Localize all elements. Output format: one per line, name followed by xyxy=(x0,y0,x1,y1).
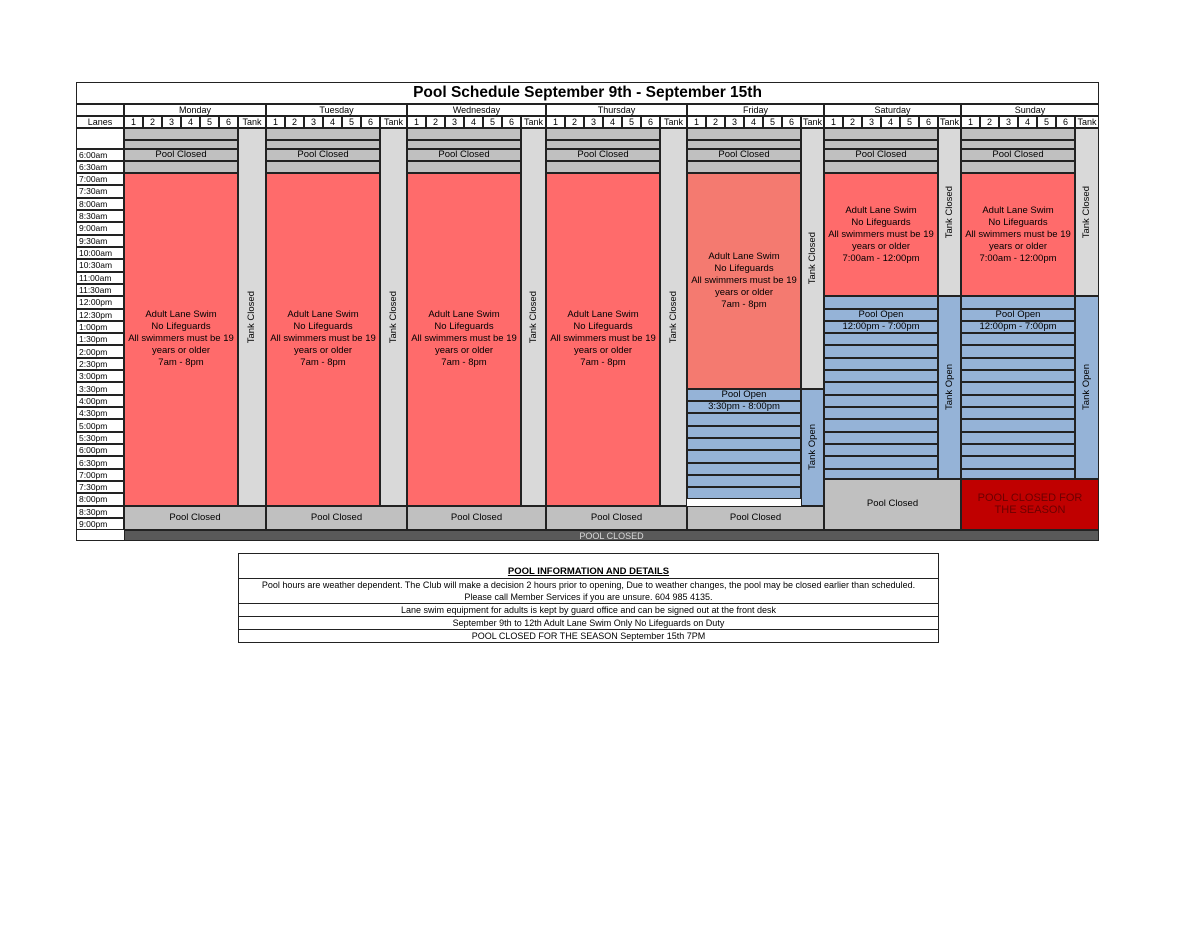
lane-number-1: 1 xyxy=(824,116,843,128)
pre-open-row xyxy=(961,140,1075,149)
pre-open-row xyxy=(124,161,238,173)
time-label: 6:30am xyxy=(76,161,124,173)
pre-open-row xyxy=(546,128,660,140)
time-label: 7:00pm xyxy=(76,469,124,481)
time-label: 12:00pm xyxy=(76,296,124,308)
pre-open-row xyxy=(824,161,938,173)
evening-pool-closed: Pool Closed xyxy=(266,506,407,531)
time-label: 1:00pm xyxy=(76,321,124,333)
lane-number-2: 2 xyxy=(980,116,999,128)
pool-open-label: Pool Open xyxy=(961,309,1075,321)
tank-closed-block-label: Tank Closed xyxy=(527,290,539,343)
lane-number-2: 2 xyxy=(285,116,304,128)
lane-number-4: 4 xyxy=(323,116,342,128)
tank-open-block xyxy=(938,296,961,478)
time-label: 8:30pm xyxy=(76,506,124,518)
lane-number-6: 6 xyxy=(1056,116,1075,128)
morning-pool-closed: Pool Closed xyxy=(546,149,660,161)
pool-open-row xyxy=(687,487,801,499)
pre-open-row xyxy=(407,140,521,149)
pool-open-row xyxy=(961,444,1075,456)
pool-open-row xyxy=(961,395,1075,407)
pre-open-row xyxy=(266,128,380,140)
pre-open-row xyxy=(687,161,801,173)
pool-open-row xyxy=(961,469,1075,479)
pool-open-row xyxy=(824,444,938,456)
tank-closed-block-label: Tank Closed xyxy=(246,290,257,343)
lane-number-3: 3 xyxy=(304,116,323,128)
pool-open-row xyxy=(824,469,938,479)
time-label: 3:00pm xyxy=(76,370,124,382)
lane-number-3: 3 xyxy=(445,116,464,128)
pre-open-row xyxy=(546,161,660,173)
morning-pool-closed: Pool Closed xyxy=(687,149,801,161)
info-row-season-close: POOL CLOSED FOR THE SEASON September 15th 7PM xyxy=(471,631,706,641)
pool-open-row xyxy=(824,395,938,407)
tank-closed-block xyxy=(660,128,687,506)
lane-number-1: 1 xyxy=(546,116,565,128)
tank-header: Tank xyxy=(802,117,822,127)
lane-number-1: 1 xyxy=(961,116,980,128)
lane-number-1: 1 xyxy=(266,116,285,128)
pool-open-row xyxy=(824,370,938,382)
lane-number-6: 6 xyxy=(219,116,238,128)
pool-open-row xyxy=(824,382,938,394)
lane-number-5: 5 xyxy=(342,116,361,128)
pool-open-row xyxy=(824,345,938,357)
day-header-monday: Monday xyxy=(124,104,266,116)
lane-number-3: 3 xyxy=(999,116,1018,128)
pre-open-row xyxy=(546,140,660,149)
season-closed-block: POOL CLOSED FOR THE SEASON xyxy=(961,479,1099,531)
tank-open-block-label: Tank Open xyxy=(806,424,818,471)
bottom-pool-closed-bar: POOL CLOSED xyxy=(124,530,1099,541)
time-label: 11:00am xyxy=(76,272,124,284)
lane-number-2: 2 xyxy=(843,116,862,128)
pool-open-row xyxy=(961,432,1075,444)
pool-open-row xyxy=(961,358,1075,370)
day-header-wednesday: Wednesday xyxy=(407,104,546,116)
tank-closed-block-label: Tank Closed xyxy=(1081,185,1092,239)
pool-open-row xyxy=(687,450,801,462)
pool-open-row xyxy=(687,438,801,450)
pool-open-row xyxy=(824,456,938,468)
pre-open-row xyxy=(266,140,380,149)
pre-open-row xyxy=(687,128,801,140)
morning-pool-closed: Pool Closed xyxy=(824,149,938,161)
pool-open-row xyxy=(687,413,801,425)
time-label: 2:30pm xyxy=(76,358,124,370)
pre-open-row xyxy=(124,140,238,149)
tank-closed-block xyxy=(801,128,824,389)
lane-number-6: 6 xyxy=(502,116,521,128)
pre-open-row xyxy=(124,128,238,140)
pre-open-row xyxy=(687,140,801,149)
pool-information-box xyxy=(238,553,939,643)
time-label: 9:00am xyxy=(76,222,124,234)
lane-number-4: 4 xyxy=(744,116,763,128)
lane-number-5: 5 xyxy=(900,116,919,128)
info-row-equipment: Lane swim equipment for adults is kept by guard office and can be signed out at the front desk xyxy=(239,604,938,617)
time-label: 1:30pm xyxy=(76,333,124,345)
time-label: 7:30pm xyxy=(76,481,124,493)
lane-number-5: 5 xyxy=(200,116,219,128)
lane-number-5: 5 xyxy=(763,116,782,128)
adult-lane-swim-block: Adult Lane Swim No Lifeguards All swimmers must be 19 years or older 7:00am - 12:00pm xyxy=(824,173,938,296)
tank-header: Tank xyxy=(939,117,959,127)
morning-pool-closed: Pool Closed xyxy=(961,149,1075,161)
time-label: 10:00am xyxy=(76,247,124,259)
lane-number-4: 4 xyxy=(464,116,483,128)
tank-closed-block-label: Tank Closed xyxy=(943,185,955,239)
lane-number-5: 5 xyxy=(1037,116,1056,128)
pre-open-row xyxy=(824,140,938,149)
time-label: 12:30pm xyxy=(76,309,124,321)
pool-open-row xyxy=(687,426,801,438)
adult-lane-swim-block: Adult Lane Swim No Lifeguards All swimmers must be 19 years or older 7:00am - 12:00pm xyxy=(961,173,1075,296)
lane-number-1: 1 xyxy=(124,116,143,128)
time-label: 8:00pm xyxy=(76,493,124,505)
pool-open-row xyxy=(961,456,1075,468)
pre-open-row xyxy=(961,161,1075,173)
lane-number-6: 6 xyxy=(782,116,801,128)
pre-open-row xyxy=(266,161,380,173)
pool-open-row xyxy=(824,358,938,370)
tank-open-block-label: Tank Open xyxy=(943,364,955,411)
time-label: 5:30pm xyxy=(76,432,124,444)
lane-number-5: 5 xyxy=(483,116,502,128)
pool-open-row xyxy=(961,407,1075,419)
lane-number-4: 4 xyxy=(1018,116,1037,128)
tank-header: Tank xyxy=(660,116,687,128)
lane-number-2: 2 xyxy=(565,116,584,128)
lane-number-6: 6 xyxy=(361,116,380,128)
lane-number-4: 4 xyxy=(181,116,200,128)
time-label: 3:30pm xyxy=(76,382,124,394)
day-header-sunday: Sunday xyxy=(961,104,1099,116)
time-label-blank xyxy=(76,128,124,149)
info-row-weather: Pool hours are weather dependent. The Club will make a decision 2 hours prior to opening, Due to weather changes, the pool may be closed earlier than scheduled. Please call Member Services if you are unsure. 604 985 4135. xyxy=(239,579,938,604)
lane-number-2: 2 xyxy=(143,116,162,128)
time-label: 7:00am xyxy=(76,173,124,185)
tank-closed-block xyxy=(238,128,266,506)
tank-open-block-label: Tank Open xyxy=(1081,364,1092,411)
tank-closed-block-label: Tank Closed xyxy=(667,290,679,343)
day-header-tuesday: Tuesday xyxy=(266,104,407,116)
pre-open-row xyxy=(961,128,1075,140)
day-header-thursday: Thursday xyxy=(546,104,687,116)
time-label: 6:00pm xyxy=(76,444,124,456)
evening-pool-closed: Pool Closed xyxy=(687,506,824,531)
tank-closed-block xyxy=(1075,128,1099,296)
tank-closed-block xyxy=(521,128,546,506)
tank-header: Tank xyxy=(1075,116,1099,128)
evening-pool-closed: Pool Closed xyxy=(824,479,961,531)
day-header-friday: Friday xyxy=(687,104,824,116)
time-label: 9:30am xyxy=(76,235,124,247)
tank-closed-block xyxy=(380,128,407,506)
time-label: 8:00am xyxy=(76,198,124,210)
evening-pool-closed: Pool Closed xyxy=(546,506,687,531)
page-title: Pool Schedule September 9th - September 15th xyxy=(76,82,1099,104)
day-header-saturday: Saturday xyxy=(824,104,961,116)
lane-number-3: 3 xyxy=(162,116,181,128)
adult-lane-swim-block: Adult Lane Swim No Lifeguards All swimmers must be 19 years or older 7am - 8pm xyxy=(124,173,238,506)
info-row-lifeguards: September 9th to 12th Adult Lane Swim Only No Lifeguards on Duty xyxy=(239,617,938,630)
pre-open-row xyxy=(407,128,521,140)
pool-open-row xyxy=(961,419,1075,431)
evening-pool-closed: Pool Closed xyxy=(124,506,266,531)
time-label: 2:00pm xyxy=(76,345,124,357)
tank-open-block xyxy=(801,389,824,506)
lanes-header: Lanes xyxy=(76,116,124,128)
day-header-spacer xyxy=(76,104,124,116)
pool-open-row xyxy=(824,296,938,308)
pool-open-row xyxy=(961,370,1075,382)
lane-number-4: 4 xyxy=(603,116,622,128)
lane-number-2: 2 xyxy=(426,116,445,128)
pool-open-row xyxy=(961,345,1075,357)
time-label: 5:00pm xyxy=(76,419,124,431)
pre-open-row xyxy=(407,161,521,173)
adult-lane-swim-block: Adult Lane Swim No Lifeguards All swimmers must be 19 years or older 7am - 8pm xyxy=(687,173,801,389)
tank-header: Tank xyxy=(521,116,546,128)
lane-number-3: 3 xyxy=(862,116,881,128)
lane-number-2: 2 xyxy=(706,116,725,128)
pool-open-label: Pool Open xyxy=(824,309,938,321)
pre-open-row xyxy=(824,128,938,140)
tank-closed-block-label: Tank Closed xyxy=(806,232,818,285)
tank-header: Tank xyxy=(380,116,407,128)
time-label: 6:30pm xyxy=(76,456,124,468)
evening-pool-closed: Pool Closed xyxy=(407,506,546,531)
pool-open-row xyxy=(687,475,801,487)
time-label: 6:00am xyxy=(76,149,124,161)
adult-lane-swim-block: Adult Lane Swim No Lifeguards All swimmers must be 19 years or older 7am - 8pm xyxy=(546,173,660,506)
pool-open-row xyxy=(824,432,938,444)
lane-number-6: 6 xyxy=(919,116,938,128)
tank-closed-block-label: Tank Closed xyxy=(387,290,399,343)
time-label: 7:30am xyxy=(76,185,124,197)
lane-number-1: 1 xyxy=(407,116,426,128)
pool-open-hours: 12:00pm - 7:00pm xyxy=(961,321,1075,333)
pool-open-hours: 12:00pm - 7:00pm xyxy=(824,321,938,333)
pool-open-row xyxy=(824,333,938,345)
pool-open-row xyxy=(961,333,1075,345)
tank-closed-block xyxy=(938,128,961,296)
morning-pool-closed: Pool Closed xyxy=(266,149,380,161)
time-label: 4:00pm xyxy=(76,395,124,407)
pool-open-row xyxy=(824,407,938,419)
morning-pool-closed: Pool Closed xyxy=(407,149,521,161)
lane-number-3: 3 xyxy=(725,116,744,128)
pool-open-hours: 3:30pm - 8:00pm xyxy=(687,401,801,413)
time-label: 11:30am xyxy=(76,284,124,296)
pool-open-row xyxy=(961,296,1075,308)
lane-number-6: 6 xyxy=(641,116,660,128)
morning-pool-closed: Pool Closed xyxy=(124,149,238,161)
adult-lane-swim-block: Adult Lane Swim No Lifeguards All swimmers must be 19 years or older 7am - 8pm xyxy=(407,173,521,506)
tank-open-block xyxy=(1075,296,1099,478)
info-title: POOL INFORMATION AND DETAILS xyxy=(239,554,938,579)
lane-number-1: 1 xyxy=(687,116,706,128)
lane-number-5: 5 xyxy=(622,116,641,128)
adult-lane-swim-block: Adult Lane Swim No Lifeguards All swimmers must be 19 years or older 7am - 8pm xyxy=(266,173,380,506)
time-label: 8:30am xyxy=(76,210,124,222)
pool-open-row xyxy=(824,419,938,431)
tank-header: Tank xyxy=(238,116,266,128)
lane-number-4: 4 xyxy=(881,116,900,128)
time-label: 10:30am xyxy=(76,259,124,271)
time-label: 4:30pm xyxy=(76,407,124,419)
pool-open-row xyxy=(961,382,1075,394)
pool-open-row xyxy=(687,463,801,475)
lane-number-3: 3 xyxy=(584,116,603,128)
time-label: 9:00pm xyxy=(76,518,124,530)
pool-open-label: Pool Open xyxy=(687,389,801,401)
